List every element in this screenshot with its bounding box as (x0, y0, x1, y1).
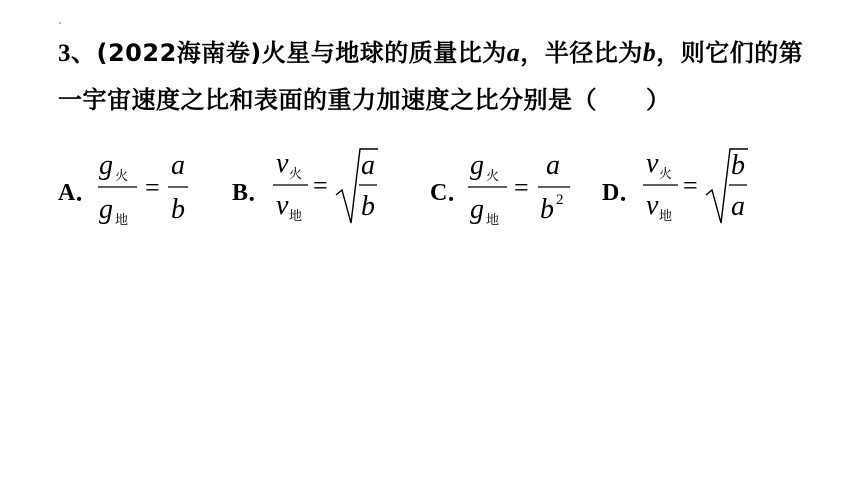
option-c-formula (430, 140, 590, 240)
option-c-rhs-denominator: b (540, 194, 554, 225)
option-b-lhs-numerator: v (276, 148, 289, 179)
option-b-lhs-numerator-sub: 火 (289, 167, 303, 182)
option-a-rhs-denominator: b (171, 194, 185, 225)
option-c-lhs-denominator: g (470, 194, 484, 225)
variable-a: a (506, 38, 521, 67)
option-a-rhs-numerator: a (171, 150, 185, 181)
decorative-dot (59, 22, 61, 24)
question-text-1c: ，则它们的第 (656, 39, 804, 67)
option-a-lhs-numerator: g (99, 150, 113, 181)
option-c-lhs-numerator: g (470, 150, 484, 181)
option-d-rhs-numerator: b (731, 150, 745, 181)
option-a-label: A． (58, 180, 100, 206)
option-a[interactable] (58, 140, 208, 240)
question-source: (2022海南卷) (96, 39, 262, 67)
option-d-lhs-denominator-sub: 地 (659, 209, 673, 224)
question-number: 3、 (58, 40, 97, 67)
option-b-lhs-denominator-sub: 地 (289, 209, 303, 224)
variable-b: b (642, 38, 657, 67)
option-c-rhs-numerator: a (546, 150, 560, 181)
question-text-1a: 火星与地球的质量比为 (261, 39, 507, 67)
option-d-equals: = (683, 171, 698, 200)
option-c-equals: = (514, 173, 529, 202)
option-c-rhs-exponent: 2 (556, 192, 564, 208)
question-text-1b: ，半径比为 (520, 39, 643, 67)
option-b[interactable] (232, 140, 392, 240)
option-d-lhs-numerator: v (646, 148, 659, 179)
option-c-lhs-numerator-sub: 火 (486, 169, 500, 184)
option-a-equals: = (145, 173, 160, 202)
question-line-2 (58, 80, 671, 115)
option-b-formula (232, 140, 392, 240)
option-a-lhs-denominator-sub: 地 (115, 213, 129, 228)
option-a-lhs-numerator-sub: 火 (115, 169, 129, 184)
option-d-lhs-numerator-sub: 火 (659, 167, 673, 182)
option-a-formula (58, 140, 208, 240)
option-b-equals: = (313, 171, 328, 200)
option-a-lhs-denominator: g (99, 194, 113, 225)
option-b-rhs-numerator: a (361, 150, 375, 181)
option-d-lhs-denominator: v (646, 190, 659, 221)
question-line-1 (58, 33, 803, 69)
option-d-label: D． (602, 180, 644, 206)
option-d-rhs-denominator: a (731, 191, 745, 222)
option-b-lhs-denominator: v (276, 190, 289, 221)
option-d-formula (602, 140, 762, 240)
option-c-label: C． (430, 180, 472, 206)
option-c-lhs-denominator-sub: 地 (486, 213, 500, 228)
option-b-label: B． (232, 180, 273, 206)
question-text-2: 一宇宙速度之比和表面的重力加速度之比分别是（ ） (58, 86, 671, 114)
option-b-rhs-denominator: b (361, 191, 375, 222)
option-d[interactable] (602, 140, 762, 240)
option-c[interactable] (430, 140, 590, 240)
